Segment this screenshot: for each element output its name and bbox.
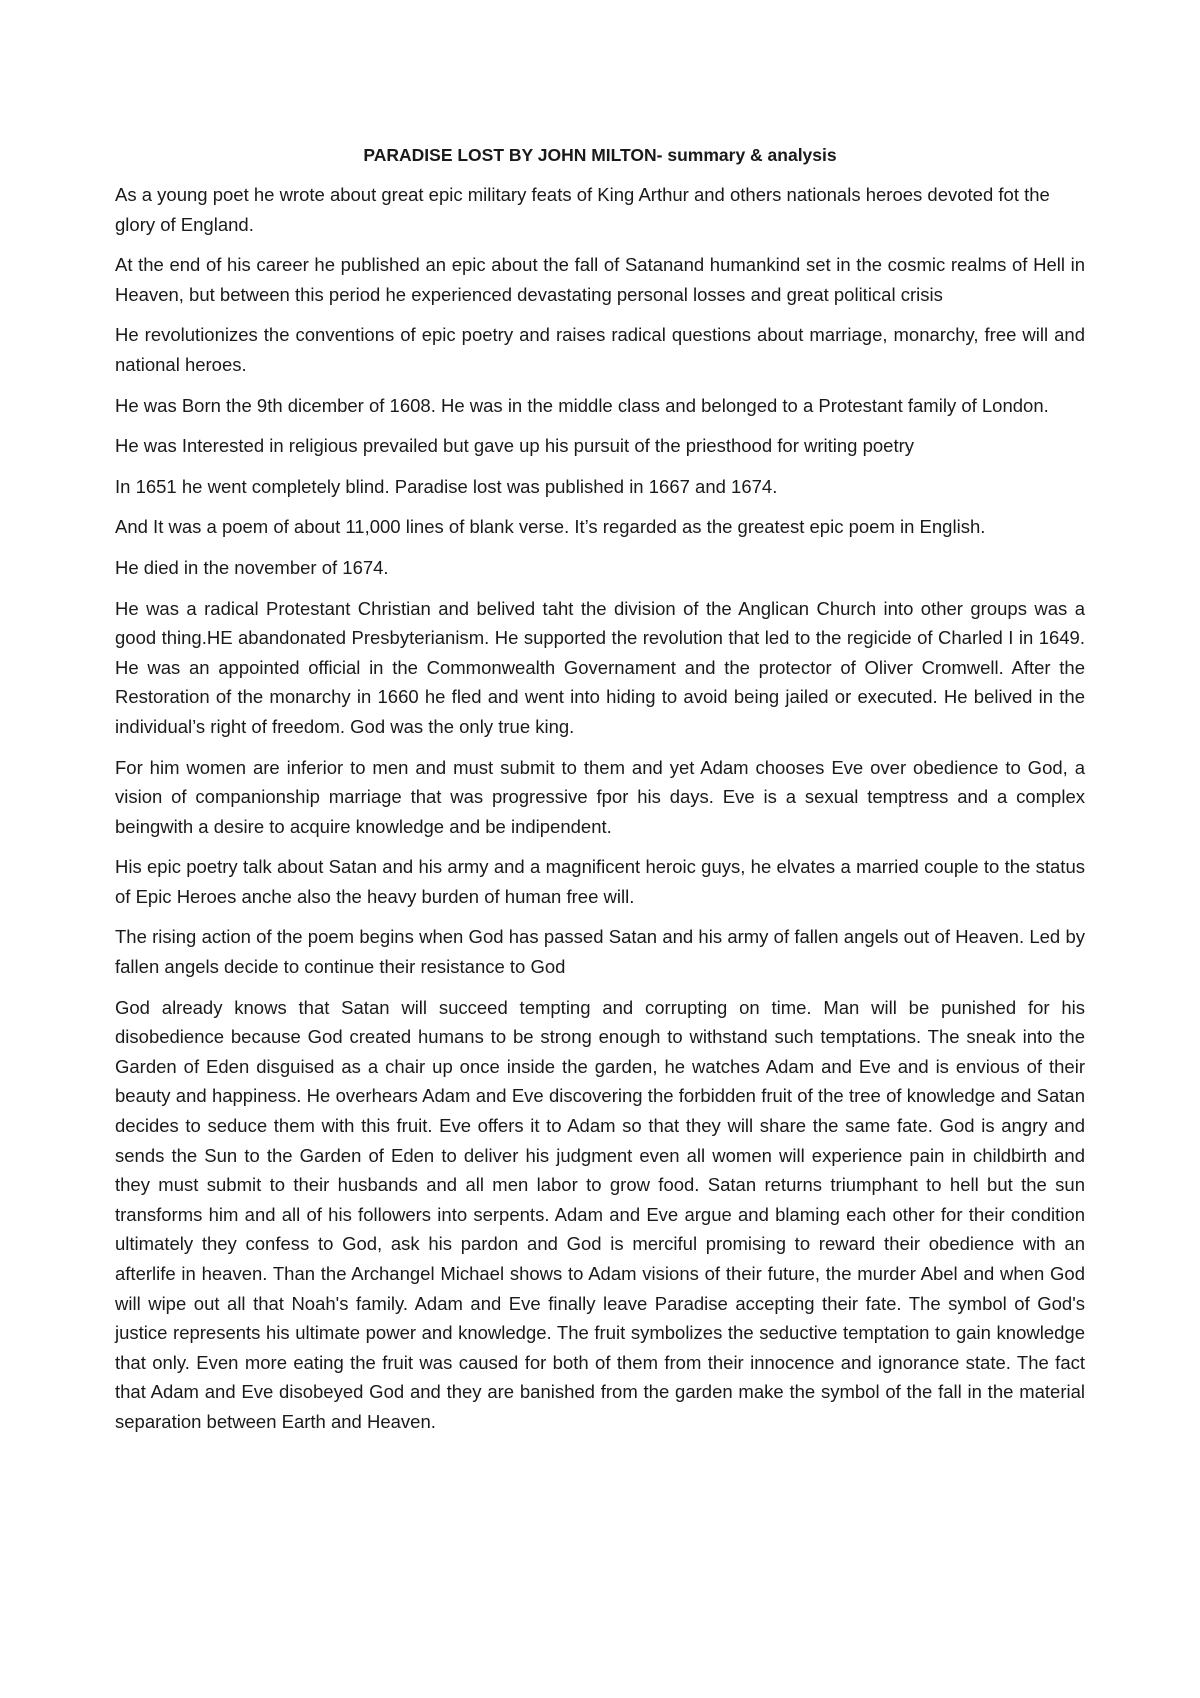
paragraph-5: He was Interested in religious prevailed but gave up his pursuit of the priesthood for writing poetry	[115, 435, 915, 457]
paragraph-6: In 1651 he went completely blind. Paradise lost was published in 1667 and 1674.	[115, 475, 778, 497]
paragraph-3: He revolutionizes the conventions of epic poetry and raises radical questions about marriage, monarchy, free will and national heroes.	[115, 324, 1085, 375]
paragraph-1: As a young poet he wrote about great epic military feats of King Arthur and others nationals heroes devoted fot the glory of England.	[115, 184, 1050, 235]
paragraph-11: His epic poetry talk about Satan and his army and a magnificent heroic guys, he elvates a married couple to the status of Epic Heroes anche also the heavy burden of human free will.	[115, 856, 1085, 907]
paragraph-2: At the end of his career he published an epic about the fall of Satanand humankind set in the cosmic realms of Hell in Heaven, but between this period he experienced devastating personal losses and great political crisis	[115, 254, 1085, 305]
document-body	[115, 142, 1085, 1448]
paragraph-12: The rising action of the poem begins when God has passed Satan and his army of fallen angels out of Heaven. Led by fallen angels decide to continue their resistance to God	[115, 926, 1085, 978]
paragraph-8: He died in the november of 1674.	[115, 556, 389, 578]
paragraph-7: And It was a poem of about 11,000 lines of blank verse. It’s regarded as the greatest epic poem in English.	[115, 516, 986, 538]
paragraph-4: He was Born the 9th dicember of 1608. He was in the middle class and belonged to a Protestant family of London.	[115, 394, 1049, 416]
paragraph-10: For him women are inferior to men and must submit to them and yet Adam chooses Eve over obedience to God, a vision of companionship marriage that was progressive fpor his days. Eve is a sexual temptress and a complex beingwith a desire to acquire knowledge and be indipendent.	[115, 756, 1085, 837]
document-title: PARADISE LOST BY JOHN MILTON- summary & analysis	[363, 145, 837, 165]
paragraph-13: God already knows that Satan will succeed tempting and corrupting on time. Man will be punished for his disobedience because God created humans to be strong enough to withstand such temptations. The sneak into the Garden of Eden disguised as a chair up once inside the garden, he watches Adam and Eve and is envious of their beauty and happiness. He overhears Adam and Eve discovering the forbidden fruit of the tree of knowledge and Satan decides to seduce them with this fruit. Eve offers it to Adam so that they will share the same fate. God is angry and sends the Sun to the Garden of Eden to deliver his judgment even all women will experience pain in childbirth and they must submit to their husbands and all men labor to grow food. Satan returns triumphant to hell but the sun transforms him and all of his followers into serpents. Adam and Eve argue and blaming each other for their condition ultimately they confess to God, ask his pardon and God is merciful promising to reward their obedience with an afterlife in heaven. Than the Archangel Michael shows to Adam visions of their future, the murder Abel and when God will wipe out all that Noah's family. Adam and Eve finally leave Paradise accepting their fate. The symbol of God's justice represents his ultimate power and knowledge. The fruit symbolizes the seductive temptation to gain knowledge that only. Even more eating the fruit was caused for both of them from their innocence and ignorance state. The fact that Adam and Eve disobeyed God and they are banished from the garden make the symbol of the fall in the material separation between Earth and Heaven.	[115, 996, 1085, 1432]
paragraph-9: He was a radical Protestant Christian and belived taht the division of the Anglican Church into other groups was a good thing.HE abandonated Presbyterianism. He supported the revolution that led to the regicide of Charled I in 1649. He was an appointed official in the Commonwealth Governament and the protector of Oliver Cromwell. After the Restoration of the monarchy in 1660 he fled and went into hiding to avoid being jailed or executed. He belived in the individual’s right of freedom. God was the only true king.	[115, 597, 1085, 737]
